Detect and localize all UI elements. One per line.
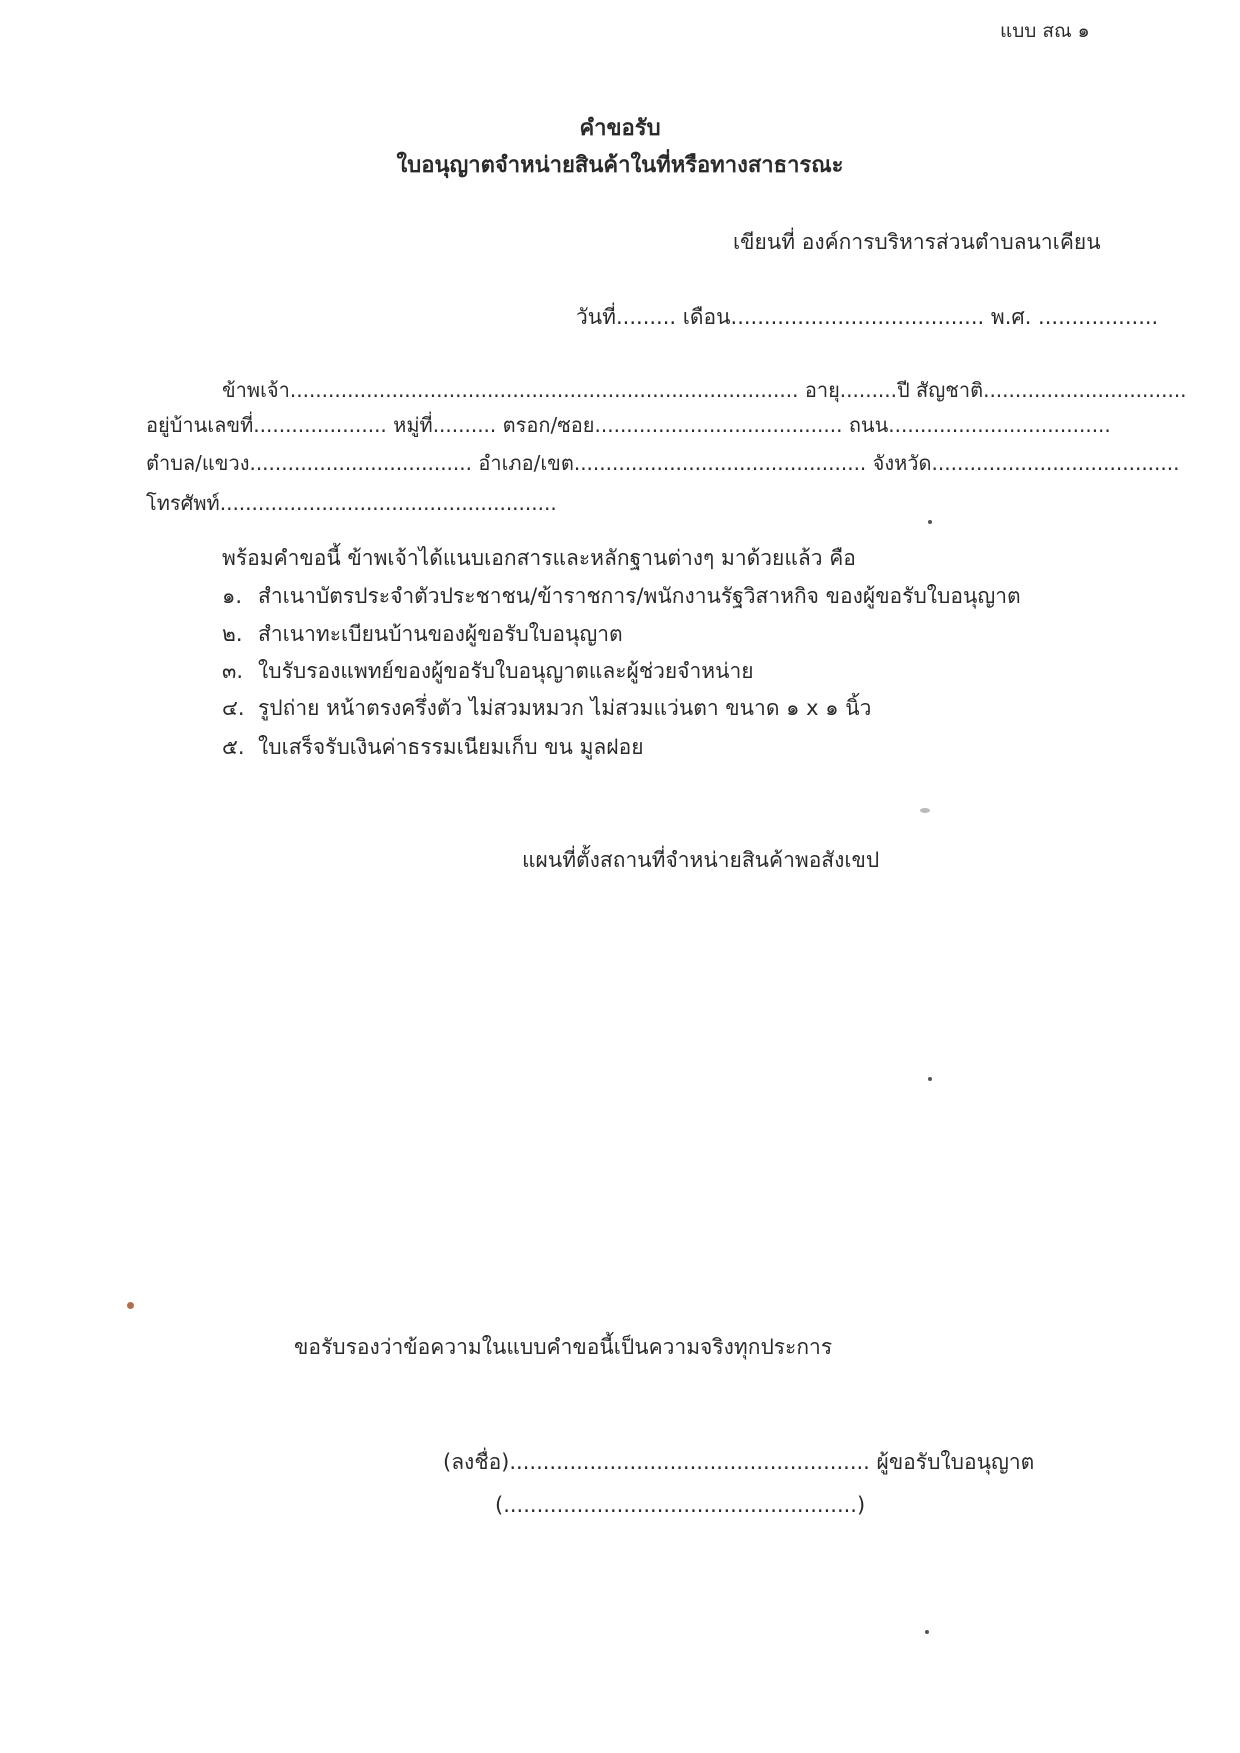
printed-name-line: (.....................................................) (495, 1493, 866, 1517)
document-text: สำเนาบัตรประจำตัวประชาชน/ข้าราชการ/พนักงานรัฐวิสาหกิจ ของผู้ขอรับใบอนุญาต (258, 584, 1021, 608)
enclosed-documents-intro: พร้อมคำขอนี้ ข้าพเจ้าได้แนบเอกสารและหลักฐานต่างๆ มาด้วยแล้ว คือ (222, 546, 856, 570)
document-item (222, 586, 1021, 607)
document-text: สำเนาทะเบียนบ้านของผู้ขอรับใบอนุญาต (258, 622, 623, 646)
scan-speck (925, 1630, 929, 1634)
form-title: คำขอรับ (579, 116, 661, 141)
signature-line: (ลงชื่อ)...................................................... ผู้ขอรับใบอนุญาต (443, 1450, 1035, 1474)
document-number: ๕. (222, 735, 245, 759)
certification-statement: ขอรับรองว่าข้อความในแบบคำขอนี้เป็นความจริงทุกประการ (294, 1335, 833, 1359)
date-line: วันที่......... เดือน...................................... พ.ศ. .................. (576, 305, 1159, 329)
document-item (222, 661, 754, 682)
applicant-name-row: ข้าพเจ้า................................................................................ อายุ.........ปี สัญชาติ................................ (222, 378, 1187, 402)
scan-speck (928, 1077, 932, 1081)
document-item (222, 624, 623, 645)
document-text: ใบรับรองแพทย์ของผู้ขอรับใบอนุญาตและผู้ช่วยจำหน่าย (258, 659, 754, 683)
applicant-phone-row: โทรศัพท์..................................................... (146, 491, 557, 515)
form-code: แบบ สณ ๑ (1000, 20, 1090, 42)
document-item (222, 737, 644, 758)
document-number: ๓. (222, 659, 244, 683)
document-number: ๒. (222, 622, 243, 646)
document-number: ๑. (222, 584, 243, 608)
scan-speck (928, 520, 932, 524)
map-section-title: แผนที่ตั้งสถานที่จำหน่ายสินค้าพอสังเขป (522, 848, 880, 872)
scan-speck (920, 808, 930, 813)
written-at-line: เขียนที่ องค์การบริหารส่วนตำบลนาเคียน (733, 230, 1101, 254)
applicant-address-row: อยู่บ้านเลขที่..................... หมู่ที่.......... ตรอก/ซอย....................................... ถนน................................... (146, 413, 1111, 437)
scan-speck (127, 1302, 134, 1309)
document-item (222, 698, 871, 719)
form-subtitle: ใบอนุญาตจำหน่ายสินค้าในที่หรือทางสาธารณะ (396, 153, 844, 178)
applicant-district-row: ตำบล/แขวง................................... อำเภอ/เขต.............................................. จังหวัด....................................... (146, 451, 1180, 475)
document-text: ใบเสร็จรับเงินค่าธรรมเนียมเก็บ ขน มูลฝอย (258, 735, 644, 759)
document-number: ๔. (222, 696, 245, 720)
document-text: รูปถ่าย หน้าตรงครึ่งตัว ไม่สวมหมวก ไม่สวมแว่นตา ขนาด ๑ x ๑ นิ้ว (258, 696, 872, 720)
